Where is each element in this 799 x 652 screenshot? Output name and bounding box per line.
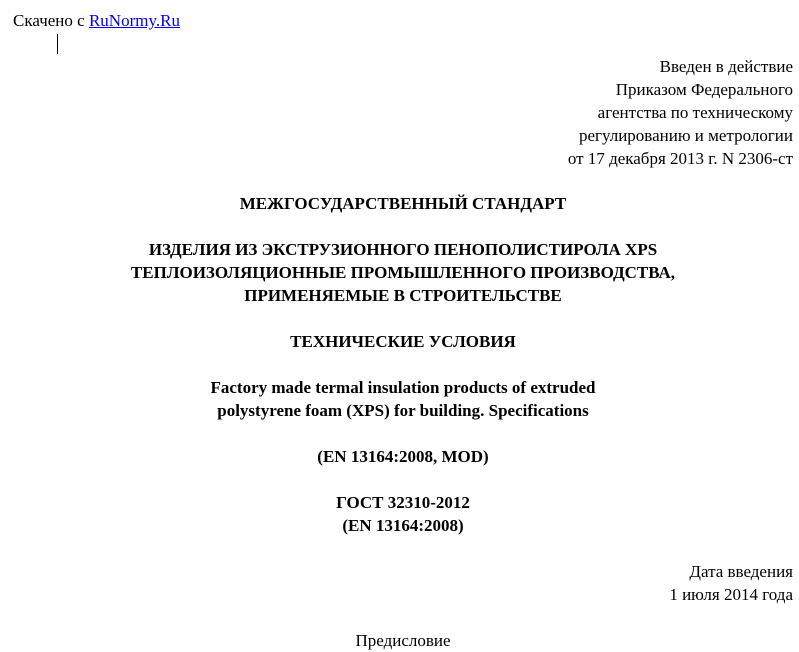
source-prefix: Скачено с [13, 11, 89, 30]
approval-line: Приказом Федерального [615, 80, 793, 99]
equivalence-text: (EN 13164:2008, MOD) [317, 447, 489, 466]
document-title [0, 238, 799, 307]
approval-line: от 17 декабря 2013 г. N 2306-ст [567, 149, 793, 168]
approval-line: Введен в действие [659, 57, 793, 76]
text-cursor [57, 34, 58, 54]
title-line: ТЕПЛОИЗОЛЯЦИОННЫЕ ПРОМЫШЛЕННОГО ПРОИЗВОДСТВА, [130, 263, 676, 282]
approval-block [568, 55, 793, 170]
effective-date-block [669, 560, 793, 606]
english-title-line: Factory made termal insulation products of extruded [210, 378, 596, 397]
source-line [13, 9, 180, 32]
source-link[interactable]: RuNormy.Ru [88, 11, 180, 30]
standard-code-line: (EN 13164:2008) [342, 516, 464, 535]
effective-date-label: Дата введения [689, 562, 793, 581]
standard-type [0, 192, 799, 215]
approval-line: агентства по техническому [597, 103, 793, 122]
section-title: Предисловие [355, 631, 451, 650]
standard-code-line: ГОСТ 32310-2012 [336, 493, 470, 512]
standard-code [0, 491, 799, 537]
english-title-line: polystyrene foam (XPS) for building. Specifications [217, 401, 589, 420]
approval-line: регулированию и метрологии [578, 126, 793, 145]
equivalence-note [0, 445, 799, 468]
title-line: ПРИМЕНЯЕМЫЕ В СТРОИТЕЛЬСТВЕ [244, 286, 562, 305]
subtitle-text: ТЕХНИЧЕСКИЕ УСЛОВИЯ [290, 332, 516, 351]
english-title [0, 376, 799, 422]
document-subtitle [0, 330, 799, 353]
standard-type-text: МЕЖГОСУДАРСТВЕННЫЙ СТАНДАРТ [239, 194, 567, 213]
effective-date-value: 1 июля 2014 года [669, 585, 793, 604]
title-line: ИЗДЕЛИЯ ИЗ ЭКСТРУЗИОННОГО ПЕНОПОЛИСТИРОЛА XPS [148, 240, 658, 259]
